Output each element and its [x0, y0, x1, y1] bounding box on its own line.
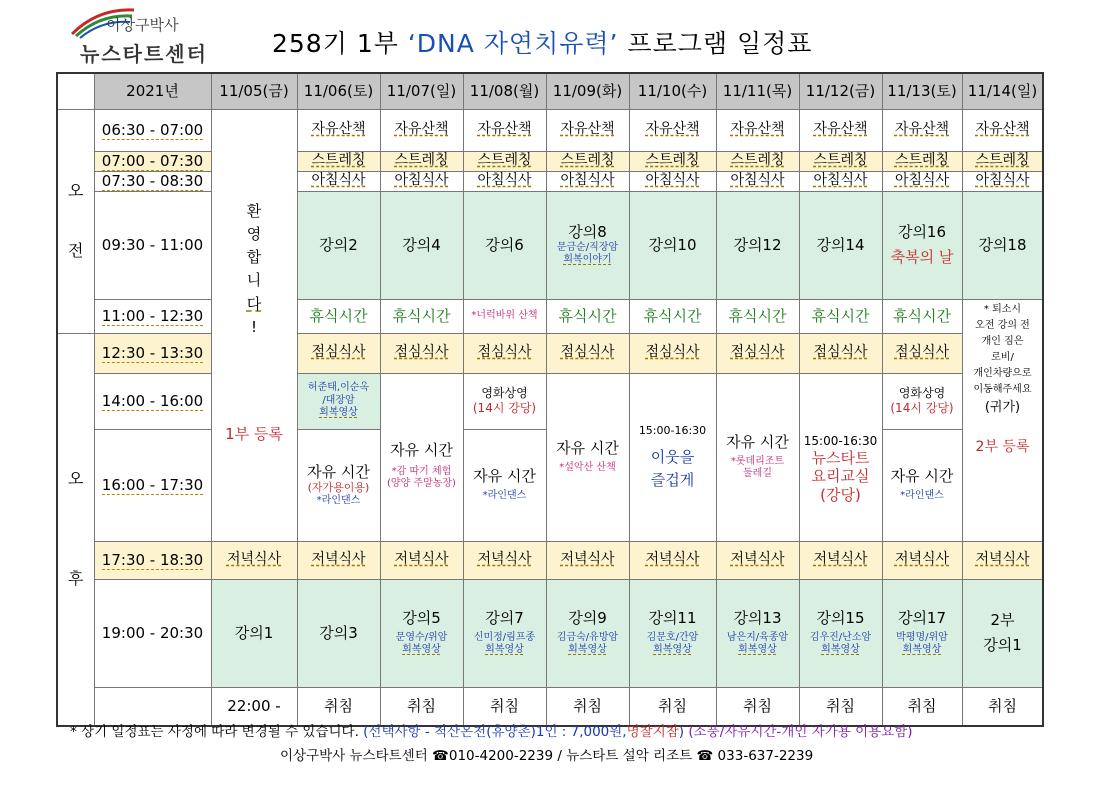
table-row: [57, 171, 1043, 191]
walk-cell: 자유산책: [716, 109, 799, 151]
lunch-cell: 점심식사: [380, 333, 463, 373]
lecture-cell: 강의6: [463, 191, 546, 299]
sleep-cell: 취침: [629, 687, 716, 726]
sleep-cell: 취침: [882, 687, 962, 726]
rest-cell: 휴식시간: [380, 299, 463, 333]
lecture-cell: 강의18: [962, 191, 1043, 299]
header-year: 2021년: [94, 73, 211, 109]
sleep-cell: 취침: [546, 687, 629, 726]
header-date: 11/07(일): [380, 73, 463, 109]
lecture-cell: 강의4: [380, 191, 463, 299]
rest-cell: 휴식시간: [716, 299, 799, 333]
title-program: ‘DNA 자연치유력’: [407, 29, 619, 58]
time-cell: 17:30 - 18:30: [94, 541, 211, 579]
lecture-cell: 강의5 문영수/위암 회복영상: [380, 579, 463, 687]
header-date: 11/08(월): [463, 73, 546, 109]
time-cell: 14:00 - 16:00: [94, 373, 211, 429]
table-row: [57, 299, 1043, 333]
rest-cell: 휴식시간: [629, 299, 716, 333]
sleep-cell: 취침: [962, 687, 1043, 726]
lecture-cell: 강의12: [716, 191, 799, 299]
sleep-cell: 취침: [380, 687, 463, 726]
title-prefix: 258기 1부: [272, 29, 408, 58]
afternoon-cell: 15:00-16:30 뉴스타트 요리교실 (강당): [799, 373, 882, 541]
welcome-cell: 환 영 합 니 다 ! 1부 등록: [211, 109, 297, 541]
afternoon-cell: 자유 시간 *롯데리조트 둘레길: [716, 373, 799, 541]
logo: [62, 4, 232, 66]
lunch-cell: 점심식사: [716, 333, 799, 373]
logo-text-line2: 뉴스타트센터: [80, 42, 208, 66]
afternoon-cell: 자유 시간 *라인댄스: [463, 429, 546, 541]
register-1: 1부 등록: [225, 425, 283, 443]
rest-cell: *너럭바위 산책: [463, 299, 546, 333]
afternoon-cell: 허준태,이순옥 /대장암 회복영상: [297, 373, 380, 429]
lecture-cell: 강의10: [629, 191, 716, 299]
rest-cell: 휴식시간: [297, 299, 380, 333]
page-title: [272, 24, 812, 60]
dinner-cell: 저녁식사: [962, 541, 1043, 579]
pm-label: 오 후: [57, 333, 94, 726]
lunch-cell: 점심식사: [463, 333, 546, 373]
stretch-cell: 스트레칭: [629, 151, 716, 171]
walk-cell: 자유산책: [962, 109, 1043, 151]
lecture-cell: 강의11 김문호/간암 회복영상: [629, 579, 716, 687]
table-row: [57, 191, 1043, 299]
time-cell: 06:30 - 07:00: [94, 109, 211, 151]
walk-cell: 자유산책: [546, 109, 629, 151]
table-row: [57, 541, 1043, 579]
dinner-cell: 저녁식사: [297, 541, 380, 579]
stretch-cell: 스트레칭: [380, 151, 463, 171]
am-label: 오 전: [57, 109, 94, 333]
stretch-cell: 스트레칭: [799, 151, 882, 171]
lecture-cell: 강의16 축복의 날: [882, 191, 962, 299]
schedule-table: [56, 72, 1044, 727]
logo-text-line1: 이상구박사: [106, 16, 179, 34]
footer-note: * 상기 일정표는 사정에 따라 변경될 수 있습니다. (선택사항 - 척산온천(휴양촌)1인 : 7,000원,명찰지참) (소풍/자유시간-개인 자가용 이용요함): [70, 724, 913, 740]
lunch-cell: 점심식사: [297, 333, 380, 373]
breakfast-cell: 아침식사: [962, 171, 1043, 191]
table-row: [57, 579, 1043, 687]
time-cell: 22:00 -: [211, 687, 297, 726]
title-suffix: 프로그램 일정표: [618, 29, 813, 58]
breakfast-cell: 아침식사: [297, 171, 380, 191]
lecture-cell: 강의7 신미정/림프종 회복영상: [463, 579, 546, 687]
lecture-cell: 강의3: [297, 579, 380, 687]
dinner-cell: 저녁식사: [629, 541, 716, 579]
lecture-cell: 강의15 김우진/난소암 회복영상: [799, 579, 882, 687]
dinner-cell: 저녁식사: [380, 541, 463, 579]
breakfast-cell: 아침식사: [546, 171, 629, 191]
lecture-cell: 강의2: [297, 191, 380, 299]
rest-cell: 휴식시간: [882, 299, 962, 333]
lecture-cell: 2부 강의1: [962, 579, 1043, 687]
lunch-cell: 점심식사: [882, 333, 962, 373]
table-row: [57, 333, 1043, 373]
header-date: 11/05(금): [211, 73, 297, 109]
afternoon-cell: 자유 시간 (자가용이용) *라인댄스: [297, 429, 380, 541]
walk-cell: 자유산책: [882, 109, 962, 151]
dinner-cell: 저녁식사: [463, 541, 546, 579]
footer-contact: 이상구박사 뉴스타트센터 ☎010-4200-2239 / 뉴스타트 설악 리조트 ☎ 033-637-2239: [280, 748, 814, 764]
walk-cell: 자유산책: [463, 109, 546, 151]
lecture-cell: 강의14: [799, 191, 882, 299]
afternoon-cell: 영화상영 (14시 강당): [882, 373, 962, 429]
header-date: 11/12(금): [799, 73, 882, 109]
time-cell: 11:00 - 12:30: [94, 299, 211, 333]
walk-cell: 자유산책: [629, 109, 716, 151]
stretch-cell: 스트레칭: [463, 151, 546, 171]
breakfast-cell: 아침식사: [882, 171, 962, 191]
table-row: [57, 151, 1043, 171]
time-cell: 09:30 - 11:00: [94, 191, 211, 299]
lunch-cell: 점심식사: [799, 333, 882, 373]
breakfast-cell: 아침식사: [799, 171, 882, 191]
time-cell: 19:00 - 20:30: [94, 579, 211, 687]
afternoon-cell: 영화상영 (14시 강당): [463, 373, 546, 429]
dinner-cell: 저녁식사: [716, 541, 799, 579]
walk-cell: 자유산책: [799, 109, 882, 151]
afternoon-cell: 15:00-16:30 이웃을 즐겁게: [629, 373, 716, 541]
lunch-cell: 점심식사: [629, 333, 716, 373]
lunch-cell: 점심식사: [546, 333, 629, 373]
breakfast-cell: 아침식사: [463, 171, 546, 191]
rest-cell: 휴식시간: [546, 299, 629, 333]
header-row: [57, 73, 1043, 109]
dinner-cell: 저녁식사: [799, 541, 882, 579]
stretch-cell: 스트레칭: [546, 151, 629, 171]
sleep-cell: 취침: [799, 687, 882, 726]
breakfast-cell: 아침식사: [380, 171, 463, 191]
header-date: 11/09(화): [546, 73, 629, 109]
table-row: [57, 373, 1043, 429]
breakfast-cell: 아침식사: [716, 171, 799, 191]
sleep-cell: 취침: [297, 687, 380, 726]
walk-cell: 자유산책: [297, 109, 380, 151]
rest-cell: 휴식시간: [799, 299, 882, 333]
time-cell: 12:30 - 13:30: [94, 333, 211, 373]
table-row: [57, 109, 1043, 151]
dinner-cell: 저녁식사: [546, 541, 629, 579]
stretch-cell: 스트레칭: [297, 151, 380, 171]
stretch-cell: 스트레칭: [882, 151, 962, 171]
checkout-cell: * 퇴소시 오전 강의 전 개인 짐은 로비/ 개인차량으로 이동해주세요 (귀가) 2부 등록: [962, 299, 1043, 541]
breakfast-cell: 아침식사: [629, 171, 716, 191]
afternoon-cell: 자유 시간 *라인댄스: [882, 429, 962, 541]
afternoon-cell: 자유 시간 *설악산 산책: [546, 373, 629, 541]
lecture-cell: 강의8 문금순/직장암 회복이야기: [546, 191, 629, 299]
dinner-cell: 저녁식사: [882, 541, 962, 579]
lecture-cell: 강의13 남은지/육종암 회복영상: [716, 579, 799, 687]
lecture-cell: 강의17 박평명/위암 회복영상: [882, 579, 962, 687]
afternoon-cell: 자유 시간 *감 따기 체험 (양양 주말농장): [380, 373, 463, 541]
header-date: 11/14(일): [962, 73, 1043, 109]
header-date: 11/13(토): [882, 73, 962, 109]
header-date: 11/06(토): [297, 73, 380, 109]
stretch-cell: 스트레칭: [962, 151, 1043, 171]
time-cell: 07:00 - 07:30: [94, 151, 211, 171]
header-date: 11/10(수): [629, 73, 716, 109]
sleep-cell: 취침: [716, 687, 799, 726]
time-cell: 16:00 - 17:30: [94, 429, 211, 541]
stretch-cell: 스트레칭: [716, 151, 799, 171]
sleep-cell: 취침: [463, 687, 546, 726]
header-blank: [57, 73, 94, 109]
time-cell: 07:30 - 08:30: [94, 171, 211, 191]
lecture-cell: 강의1: [211, 579, 297, 687]
lecture-cell: 강의9 김금숙/유방암 회복영상: [546, 579, 629, 687]
dinner-cell: 저녁식사: [211, 541, 297, 579]
header-date: 11/11(목): [716, 73, 799, 109]
walk-cell: 자유산책: [380, 109, 463, 151]
